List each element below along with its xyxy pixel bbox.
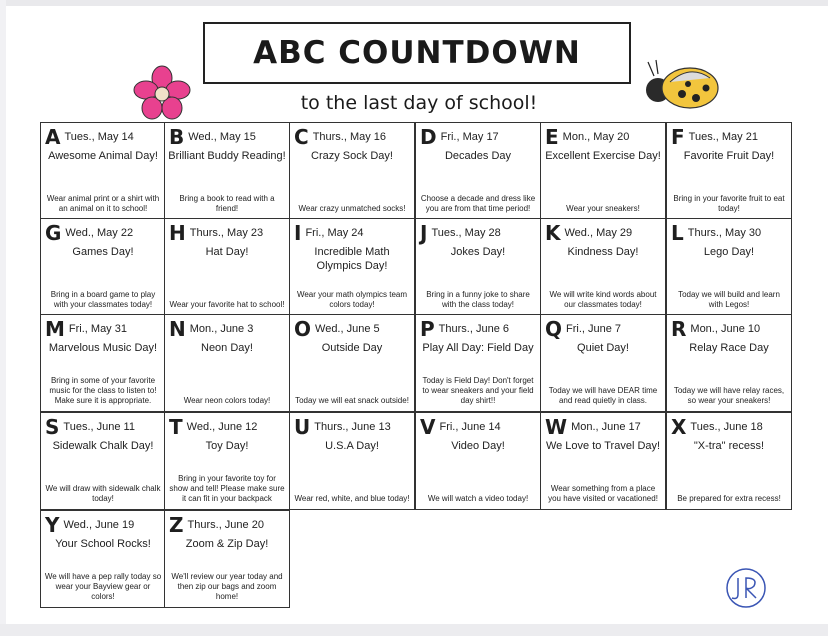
day-description: Bring in a board game to play with your classmates today! [50,290,156,309]
day-theme: Quiet Day! [577,342,629,354]
day-theme: Sidewalk Chalk Day! [52,440,154,452]
day-theme: We Love to Travel Day! [545,440,661,452]
day-cell-m [40,314,166,412]
title-box [203,22,631,84]
day-theme: Kindness Day! [567,246,639,258]
day-header [671,125,789,149]
day-cell-q [540,314,666,412]
day-description: Wear something from a place you have visited or vacationed! [548,484,658,503]
day-description: Today is Field Day! Don't forget to wear sneakers and your field day shirt!! [422,376,534,405]
day-description: Wear red, white, and blue today! [294,494,410,503]
day-theme: Awesome Animal Day! [48,150,158,162]
day-date: Wed., June 12 [186,421,258,433]
day-date: Fri., May 24 [305,227,364,239]
day-letter: N [169,317,186,341]
day-theme: Jokes Day! [450,246,506,258]
day-header [671,221,789,245]
day-cell-l [666,218,792,316]
day-letter: G [45,221,62,245]
page-edge-top [0,0,828,6]
day-letter: I [294,221,302,245]
day-header [420,221,538,245]
day-header [169,415,287,439]
ladybug-icon [640,56,722,112]
day-letter: Y [45,513,60,537]
day-letter: L [671,221,684,245]
day-letter: P [420,317,435,341]
day-description: Wear your math olympics team colors today! [296,290,408,309]
page-edge-bottom [0,624,828,636]
day-header [45,125,163,149]
day-description: Bring a book to read with a friend! [179,194,275,213]
day-date: Thurs., May 23 [189,227,264,239]
day-description: Bring in your favorite toy for show and tell! Please make sure it can fit in your backpack [169,474,285,503]
page-subtitle: to the last day of school! [300,92,538,114]
day-header [545,317,663,341]
day-description: We will write kind words about our classmates today! [549,290,657,309]
day-description: We will have a pep rally today so wear your Bayview gear or colors! [44,572,162,601]
day-description: Wear animal print or a shirt with an animal on it to school! [46,194,160,213]
day-cell-p [415,314,541,412]
day-theme: Incredible Math Olympics Day! [314,246,390,272]
day-description: Wear neon colors today! [183,396,271,405]
day-date: Tues., May 28 [431,227,501,239]
day-cell-z [164,510,290,608]
day-cell-e [540,122,666,220]
day-header [420,415,538,439]
day-cell-a [40,122,166,220]
day-description: Wear your favorite hat to school! [169,300,285,309]
day-letter: R [671,317,687,341]
day-letter: E [545,125,559,149]
day-date: Fri., May 17 [440,131,499,143]
day-theme: U.S.A Day! [325,440,379,452]
day-header [671,415,789,439]
day-letter: K [545,221,561,245]
day-description: Today we will eat snack outside! [295,396,409,405]
page-edge-left [0,0,6,636]
day-letter: X [671,415,687,439]
day-description: Wear your sneakers! [566,204,640,213]
day-cell-n [164,314,290,412]
day-letter: Q [545,317,563,341]
day-letter: C [294,125,309,149]
day-cell-t [164,412,290,510]
flower-icon [126,64,198,124]
day-cell-c [289,122,415,220]
day-theme: Favorite Fruit Day! [683,150,775,162]
day-date: Mon., June 10 [690,323,761,335]
day-date: Thurs., May 30 [687,227,762,239]
day-description: Choose a decade and dress like you are from that time period! [420,194,536,213]
day-theme: Neon Day! [201,342,253,354]
day-letter: F [671,125,685,149]
day-cell-k [540,218,666,316]
day-date: Wed., May 22 [65,227,134,239]
day-date: Wed., May 15 [188,131,256,143]
day-cell-i [289,218,415,316]
day-description: We will watch a video today! [427,494,529,503]
day-description: Be prepared for extra recess! [677,494,781,503]
day-header [169,221,287,245]
day-date: Thurs., June 13 [314,421,391,433]
day-description: Today we will have relay races, so wear your sneakers! [673,386,785,405]
day-date: Tues., May 14 [64,131,134,143]
day-letter: V [420,415,436,439]
day-description: Bring in your favorite fruit to eat today! [673,194,785,213]
day-header [294,415,412,439]
day-header [420,125,538,149]
day-theme: Outside Day [321,342,383,354]
day-theme: Games Day! [72,246,134,258]
day-header [45,221,163,245]
day-header [545,415,663,439]
day-date: Tues., June 11 [63,421,135,433]
day-date: Thurs., June 20 [187,519,264,531]
day-date: Wed., June 19 [63,519,135,531]
day-theme: Zoom & Zip Day! [185,538,269,550]
day-letter: B [169,125,185,149]
day-header [671,317,789,341]
day-cell-d [415,122,541,220]
day-cell-v [415,412,541,510]
day-theme: Crazy Sock Day! [311,150,393,162]
day-cell-j [415,218,541,316]
day-date: Wed., May 29 [564,227,633,239]
day-theme: Hat Day! [205,246,249,258]
day-description: We will draw with sidewalk chalk today! [45,484,161,503]
day-cell-u [289,412,415,510]
day-theme: Lego Day! [703,246,755,258]
day-letter: U [294,415,311,439]
day-date: Tues., June 18 [690,421,763,433]
day-date: Mon., June 17 [571,421,641,433]
day-theme: Marvelous Music Day! [48,342,158,354]
day-date: Fri., May 31 [68,323,127,335]
day-header [169,125,287,149]
day-description: Wear crazy unmatched socks! [298,204,406,213]
day-letter: Z [169,513,184,537]
day-description: Today we will build and learn with Legos! [678,290,780,309]
day-date: Fri., June 14 [439,421,501,433]
day-date: Thurs., June 6 [438,323,509,335]
day-theme: Brilliant Buddy Reading! [168,150,286,162]
day-cell-b [164,122,290,220]
day-letter: J [420,221,428,245]
day-theme: Your School Rocks! [55,538,151,550]
page-title: ABC COUNTDOWN [253,35,581,71]
day-theme: Excellent Exercise Day! [545,150,661,162]
day-date: Wed., June 5 [315,323,380,335]
day-cell-h [164,218,290,316]
day-cell-f [666,122,792,220]
day-cell-w [540,412,666,510]
day-cell-g [40,218,166,316]
day-date: Tues., May 21 [688,131,758,143]
day-cell-x [666,412,792,510]
day-date: Thurs., May 16 [312,131,387,143]
day-header [169,317,287,341]
teacher-initials-signature [724,566,768,610]
day-description: We'll review our year today and then zip our bags and zoom home! [171,572,283,601]
day-cell-o [289,314,415,412]
day-letter: D [420,125,437,149]
day-description: Bring in some of your favorite music for the class to listen to! Make sure it is appropriate. [49,376,157,405]
day-cell-s [40,412,166,510]
day-header [294,317,412,341]
day-letter: H [169,221,186,245]
day-description: Today we will have DEAR time and read quietly in class. [548,386,658,405]
day-description: Bring in a funny joke to share with the class today! [426,290,530,309]
day-date: Mon., June 3 [189,323,254,335]
day-theme: Video Day! [451,440,505,452]
day-header [294,125,412,149]
day-cell-r [666,314,792,412]
day-cell-y [40,510,166,608]
day-header [420,317,538,341]
day-letter: S [45,415,60,439]
day-letter: W [545,415,568,439]
day-header [45,415,163,439]
day-letter: T [169,415,183,439]
day-header [169,513,287,537]
day-header [545,221,663,245]
day-letter: M [45,317,65,341]
day-header [45,513,163,537]
day-theme: Toy Day! [205,440,249,452]
day-letter: A [45,125,61,149]
day-letter: O [294,317,312,341]
day-theme: Play All Day: Field Day [422,342,534,354]
day-theme: "X-tra" recess! [693,440,765,452]
day-theme: Decades Day [444,150,512,162]
day-header [45,317,163,341]
day-header [294,221,412,245]
day-theme: Relay Race Day [689,342,769,354]
day-header [545,125,663,149]
day-date: Mon., May 20 [562,131,630,143]
day-date: Fri., June 7 [566,323,622,335]
